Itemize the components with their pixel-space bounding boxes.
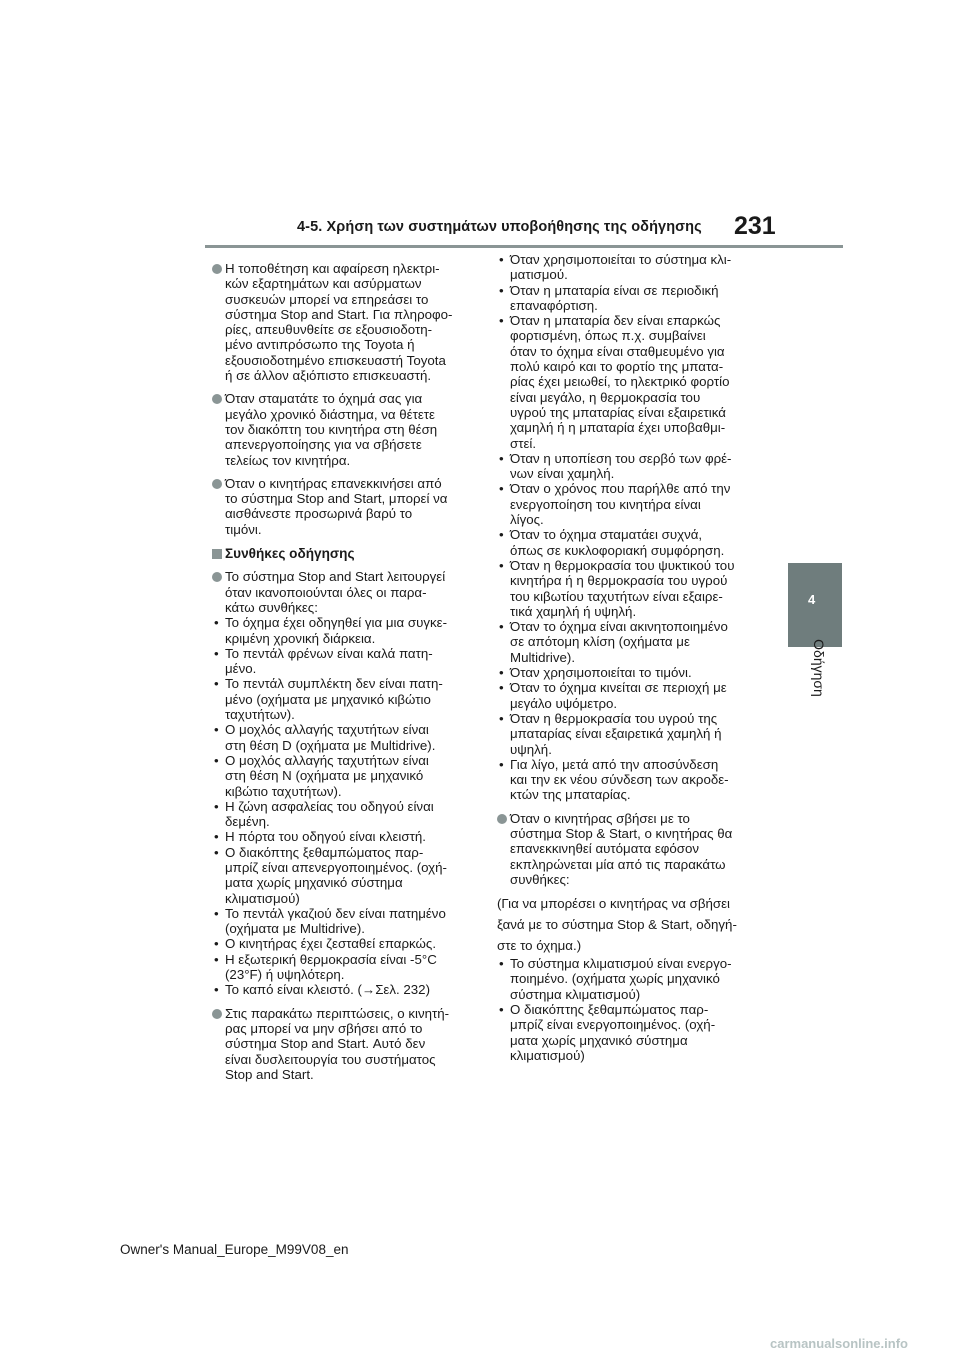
bullet-item xyxy=(212,845,482,906)
block-text: Όταν η θερμοκρασία του ψυκτικού του κινητήρα ή η θερμοκρασία του υγρού του κιβωτίου ταχυτήτων είναι εξαιρε- τικά χαμηλή ή υψηλή. xyxy=(510,557,735,619)
block-text: Στις παρακάτω περιπτώσεις, ο κινητή- ρας μπορεί να μην σβήσει από το σύστημα Stop and Start. Αυτό δεν είναι δυσλειτουργία του συστήματος Stop and Start. xyxy=(225,1005,450,1082)
dot-bullet-icon: • xyxy=(499,756,504,772)
block-text: Όταν το όχημα σταματάει συχνά, όπως σε κυκλοφοριακή συμφόρηση. xyxy=(510,527,725,558)
dot-bullet-icon: • xyxy=(214,982,219,998)
block-text: (Για να μπορέσει ο κινητήρας να σβήσει ξανά με το σύστημα Stop & Start, οδηγή- στε το όχημα.) xyxy=(497,896,737,954)
block-text: Όταν χρησιμοποιείται το σύστημα κλι- ματισμού. xyxy=(510,252,732,283)
bullet-item xyxy=(212,936,482,951)
block-text: Ο διακόπτης ξεθαμπώματος παρ- μπρίζ είναι απενεργοποιημένος. (οχή- ματα χωρίς μηχανικό σύστημα κλιματισμού) xyxy=(225,844,447,906)
block-text: Όταν το όχημα είναι ακινητοποιημένο σε απότομη κλίση (οχήματα με Multidrive). xyxy=(510,619,728,665)
section-title: 4-5. Χρήση των συστημάτων υποβοήθησης της οδήγησης xyxy=(297,219,702,235)
paragraph xyxy=(497,893,767,956)
circle-bullet-icon xyxy=(212,479,222,489)
block-text: Το πεντάλ συμπλέκτη δεν είναι πατη- μένο (οχήματα με μηχανικό κιβώτιο ταχυτήτων). xyxy=(225,676,443,723)
circle-bullet-icon xyxy=(212,572,222,582)
dot-bullet-icon: • xyxy=(499,527,504,543)
circle-bullet-icon xyxy=(212,1009,222,1019)
bullet-item xyxy=(497,558,767,619)
bullet-item xyxy=(497,527,767,558)
dot-bullet-icon: • xyxy=(499,282,504,298)
section-heading xyxy=(212,546,482,561)
block-text: Ο μοχλός αλλαγής ταχυτήτων είναι στη θέση D (οχήματα με Multidrive). xyxy=(225,722,436,753)
dot-bullet-icon: • xyxy=(214,722,219,738)
watermark: carmanualsonline.info xyxy=(770,1336,908,1351)
block-text: Ο διακόπτης ξεθαμπώματος παρ- μπρίζ είναι ενεργοποιημένος. (οχή- ματα χωρίς μηχανικό σύστημα κλιματισμού) xyxy=(510,1002,716,1063)
circle-bullet-icon xyxy=(212,264,222,274)
block-text: Το καπό είναι κλειστό. (→Σελ. 232) xyxy=(225,982,430,998)
dot-bullet-icon: • xyxy=(499,665,504,681)
block-text: Το πεντάλ γκαζιού δεν είναι πατημένο (οχήματα με Multidrive). xyxy=(225,905,446,937)
note-paragraph xyxy=(212,1006,482,1082)
block-text: Όταν η θερμοκρασία του υγρού της μπαταρίας είναι εξαιρετικά χαμηλή ή υψηλή. xyxy=(510,710,722,757)
block-text: Όταν η μπαταρία είναι σε περιοδική επαναφόρτιση. xyxy=(510,282,719,313)
dot-bullet-icon: • xyxy=(499,680,504,696)
chapter-number: 4 xyxy=(808,592,816,607)
dot-bullet-icon: • xyxy=(214,951,219,967)
block-text: Όταν σταματάτε το όχημά σας για μεγάλο χρονικό διάστημα, να θέτετε τον διακόπτη του κινητήρα στη θέση απενεργοποίησης για να σβήσετε τελείως τον κινητήρα. xyxy=(225,391,438,468)
block-text: Η πόρτα του οδηγού είναι κλειστή. xyxy=(225,829,426,845)
block-text: Όταν το όχημα κινείται σε περιοχή με μεγάλο υψόμετρο. xyxy=(510,680,727,711)
square-bullet-icon xyxy=(212,549,222,559)
dot-bullet-icon: • xyxy=(214,676,219,692)
block-text: Όταν η υποπίεση του σερβό των φρέ- νων είναι χαμηλή. xyxy=(510,450,732,482)
block-text: Το όχημα έχει οδηγηθεί για μια συγκε- κριμένη χρονική διάρκεια. xyxy=(225,615,448,646)
note-paragraph xyxy=(212,261,482,383)
dot-bullet-icon: • xyxy=(499,450,504,466)
bullet-item xyxy=(212,722,482,753)
bullet-item xyxy=(212,753,482,799)
dot-bullet-icon: • xyxy=(214,844,219,860)
note-paragraph xyxy=(212,391,482,467)
dot-bullet-icon: • xyxy=(499,557,504,573)
dot-bullet-icon: • xyxy=(214,752,219,768)
dot-bullet-icon: • xyxy=(499,313,504,329)
bullet-item xyxy=(497,313,767,451)
dot-bullet-icon: • xyxy=(214,829,219,845)
bullet-item xyxy=(497,619,767,665)
block-text: Ο κινητήρας έχει ζεσταθεί επαρκώς. xyxy=(225,936,437,952)
circle-bullet-icon xyxy=(497,814,507,824)
dot-bullet-icon: • xyxy=(499,619,504,635)
bullet-item xyxy=(212,982,482,997)
block-text: Όταν ο κινητήρας σβήσει με το σύστημα Stop & Start, ο κινητήρας θα επανεκκινηθεί αυτόματα εφόσον εκπληρώνεται μία από τις παρακάτω συνθήκες: xyxy=(510,810,733,887)
left-column xyxy=(212,261,482,1082)
bullet-item xyxy=(497,451,767,482)
block-text: Όταν χρησιμοποιείται το τιμόνι. xyxy=(510,665,692,681)
bullet-item xyxy=(497,680,767,711)
block-text: Για λίγο, μετά από την αποσύνδεση και την εκ νέου σύνδεση των ακροδε- κτών της μπαταρίας. xyxy=(510,756,729,803)
header-divider xyxy=(205,245,843,248)
bullet-item xyxy=(497,956,767,1002)
dot-bullet-icon: • xyxy=(214,905,219,921)
dot-bullet-icon: • xyxy=(499,710,504,726)
dot-bullet-icon: • xyxy=(214,615,219,631)
block-text: Όταν ο χρόνος που παρήλθε από την ενεργοποίηση του κινητήρα είναι λίγος. xyxy=(510,481,731,528)
bullet-item xyxy=(497,252,767,283)
footer-document-id: Owner's Manual_Europe_M99V08_en xyxy=(120,1242,349,1257)
page-number: 231 xyxy=(734,212,776,240)
bullet-item xyxy=(212,906,482,937)
block-text: Όταν ο κινητήρας επανεκκινήσει από το σύστημα Stop and Start, μπορεί να αισθάνεστε προσωρινά βαρύ το τιμόνι. xyxy=(225,475,448,537)
bullet-item xyxy=(497,283,767,314)
bullet-item xyxy=(212,615,482,646)
bullet-item xyxy=(497,665,767,680)
note-paragraph xyxy=(212,569,482,615)
bullet-item xyxy=(212,829,482,844)
bullet-item xyxy=(212,676,482,722)
block-text: Το σύστημα Stop and Start λειτουργεί όταν ικανοποιούνται όλες οι παρα- κάτω συνθήκες: xyxy=(225,569,446,615)
note-paragraph xyxy=(497,811,767,887)
block-text: Η τοποθέτηση και αφαίρεση ηλεκτρι- κών εξαρτημάτων και ασύρματων συσκευών μπορεί να επηρεάσει το σύστημα Stop and Start. Για πληροφο- ρίες, απευθυνθείτε σε εξουσιοδοτη- μένο αντιπρόσωπο της Toyota ή εξουσιοδοτημένο επισκευαστή Toyota ή σε άλλον αξιόπιστο επισκευαστή. xyxy=(225,261,453,384)
bullet-item xyxy=(212,646,482,677)
right-column xyxy=(497,252,767,1063)
chapter-label: Οδήγηση xyxy=(811,639,827,697)
block-text: Το πεντάλ φρένων είναι καλά πατη- μένο. xyxy=(225,645,433,677)
block-text: Συνθήκες οδήγησης xyxy=(225,546,355,562)
block-text: Το σύστημα κλιματισμού είναι ενεργο- ποιημένο. (οχήματα χωρίς μηχανικό σύστημα κλιματισμού) xyxy=(510,956,732,1002)
block-text: Η ζώνη ασφαλείας του οδηγού είναι δεμένη. xyxy=(225,798,434,830)
dot-bullet-icon: • xyxy=(214,798,219,814)
dot-bullet-icon: • xyxy=(214,645,219,661)
dot-bullet-icon: • xyxy=(499,252,504,267)
bullet-item xyxy=(497,757,767,803)
bullet-item xyxy=(212,799,482,830)
dot-bullet-icon: • xyxy=(499,481,504,497)
note-paragraph xyxy=(212,476,482,537)
dot-bullet-icon: • xyxy=(499,1002,504,1018)
bullet-item xyxy=(497,1002,767,1063)
block-text: Η εξωτερική θερμοκρασία είναι -5°C (23°F) ή υψηλότερη. xyxy=(225,951,437,983)
bullet-item xyxy=(212,952,482,983)
block-text: Όταν η μπαταρία δεν είναι επαρκώς φορτισμένη, όπως π.χ. συμβαίνει όταν το όχημα είναι σταθμευμένο για πολύ καιρό και το φορτίο της μπατα- ρίας έχει μειωθεί, το ηλεκτρικό φορτίο είναι μεγάλο, η θερμοκρασία του υγρού της μπαταρίας είναι εξαιρετικά χαμηλή ή η μπαταρία έχει υποβαθμι- στεί. xyxy=(510,313,730,451)
dot-bullet-icon: • xyxy=(214,936,219,952)
dot-bullet-icon: • xyxy=(499,956,504,972)
circle-bullet-icon xyxy=(212,394,222,404)
bullet-item xyxy=(497,711,767,757)
block-text: Ο μοχλός αλλαγής ταχυτήτων είναι στη θέση N (οχήματα με μηχανικό κιβώτιο ταχυτήτων). xyxy=(225,752,429,799)
bullet-item xyxy=(497,481,767,527)
